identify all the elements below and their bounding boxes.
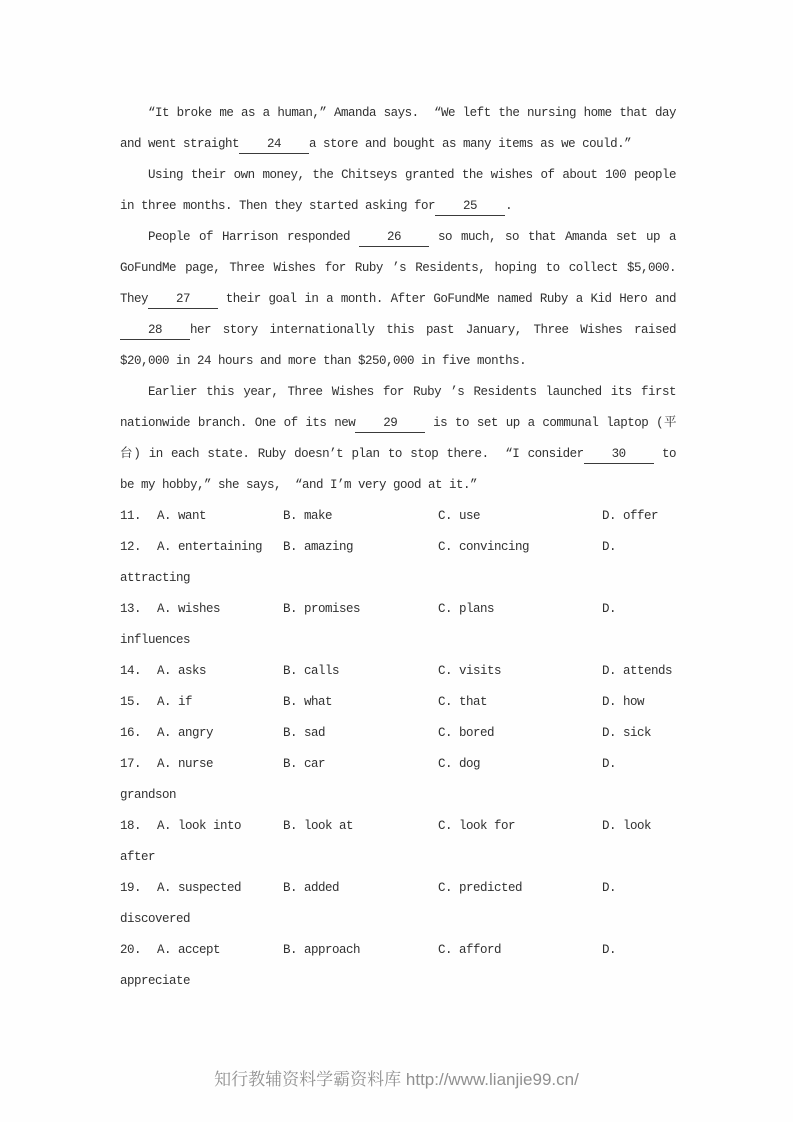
question-list (120, 501, 676, 997)
question-row (120, 687, 676, 718)
option-a: A. accept (157, 943, 221, 957)
passage-text: their goal in a month. After GoFundMe named Ruby a Kid Hero and (218, 292, 676, 306)
option-a: A. entertaining (157, 540, 263, 554)
option-d: D. attracting (120, 540, 617, 585)
passage-text: . (505, 199, 513, 213)
passage-paragraph (120, 222, 684, 377)
question-row (120, 718, 676, 749)
question-row (120, 873, 676, 935)
option-c: C. visits (438, 664, 502, 678)
option-c: C. use (438, 509, 481, 523)
question-col-a (120, 532, 283, 563)
question-number: 20. (120, 943, 142, 957)
cloze-blank: 30 (584, 445, 654, 464)
question-number: 12. (120, 540, 142, 554)
option-d: D. sick (602, 726, 652, 740)
option-d: D. attends (602, 664, 673, 678)
passage-text: her story internationally this past January, Three Wishes raised $20,000 in 24 hours and more than $250,000 in five months. (120, 323, 684, 368)
question-number: 19. (120, 881, 142, 895)
option-a: A. look into (157, 819, 242, 833)
question-number: 14. (120, 664, 142, 678)
option-c: C. plans (438, 602, 495, 616)
question-row (120, 594, 676, 656)
question-number: 16. (120, 726, 142, 740)
cloze-blank: 26 (359, 228, 429, 247)
option-a: A. nurse (157, 757, 214, 771)
footer-watermark: 知行教辅资料学霸资料库 http://www.lianjie99.cn/ (214, 1070, 579, 1089)
cloze-passage (120, 98, 684, 501)
option-c: C. bored (438, 726, 495, 740)
page-content (120, 0, 684, 997)
option-a: A. if (157, 695, 193, 709)
option-b: B. look at (283, 819, 354, 833)
passage-text: a store and bought as many items as we could.” (309, 137, 632, 151)
passage-paragraph (120, 377, 684, 501)
passage-paragraph (120, 98, 684, 160)
option-d: D. look after (120, 819, 652, 864)
question-row (120, 935, 676, 997)
question-col-a (120, 687, 283, 718)
option-c: C. convincing (438, 540, 530, 554)
question-number: 13. (120, 602, 142, 616)
option-a: A. wishes (157, 602, 221, 616)
question-row (120, 656, 676, 687)
passage-text: Earlier this year, Three Wishes for Ruby ’s Residents launched its first nationwide branch. One of its new (120, 385, 684, 430)
option-b: B. calls (283, 664, 340, 678)
option-b: B. make (283, 509, 333, 523)
cloze-blank: 29 (355, 414, 425, 433)
question-col-a (120, 594, 283, 625)
question-row (120, 749, 676, 811)
option-b: B. amazing (283, 540, 354, 554)
option-c: C. afford (438, 943, 502, 957)
option-c: C. predicted (438, 881, 523, 895)
option-a: A. suspected (157, 881, 242, 895)
question-number: 11. (120, 509, 142, 523)
cloze-blank: 25 (435, 197, 505, 216)
question-col-a (120, 501, 283, 532)
option-a: A. want (157, 509, 207, 523)
option-b: B. promises (283, 602, 361, 616)
option-d: D. discovered (120, 881, 617, 926)
option-c: C. look for (438, 819, 516, 833)
question-col-a (120, 656, 283, 687)
question-col-a (120, 749, 283, 780)
option-a: A. asks (157, 664, 207, 678)
question-number: 15. (120, 695, 142, 709)
question-col-a (120, 935, 283, 966)
passage-text: is to set up a communal laptop (平台) in each state. Ruby doesn’t plan to stop there. “I consider (120, 416, 676, 461)
option-b: B. approach (283, 943, 361, 957)
option-c: C. dog (438, 757, 481, 771)
passage-text: Using their own money, the Chitseys granted the wishes of about 100 people in three months. Then they started asking for (120, 168, 684, 213)
passage-paragraph (120, 160, 684, 222)
option-d: D. influences (120, 602, 617, 647)
option-d: D. appreciate (120, 943, 617, 988)
passage-text: People of Harrison responded (148, 230, 360, 244)
question-row (120, 501, 676, 532)
question-number: 18. (120, 819, 142, 833)
option-b: B. sad (283, 726, 326, 740)
option-d: D. offer (602, 509, 659, 523)
cloze-blank: 27 (148, 290, 218, 309)
cloze-blank: 24 (239, 135, 309, 154)
question-number: 17. (120, 757, 142, 771)
question-col-a (120, 873, 283, 904)
option-b: B. what (283, 695, 333, 709)
passage-text: to be my hobby,” she says, “and I’m very good at it.” (120, 447, 684, 492)
option-d: D. how (602, 695, 645, 709)
question-col-a (120, 718, 283, 749)
question-col-a (120, 811, 283, 842)
option-a: A. angry (157, 726, 214, 740)
option-b: B. added (283, 881, 340, 895)
passage-text: “It broke me as a human,” Amanda says. “We left the nursing home that day and went straight (120, 106, 684, 151)
passage-text: so much, so that Amanda set up a GoFundMe page, Three Wishes for Ruby ’s Residents, hoping to collect $5,000. They (120, 230, 684, 306)
question-row (120, 811, 676, 873)
option-c: C. that (438, 695, 488, 709)
cloze-blank: 28 (120, 321, 190, 340)
option-b: B. car (283, 757, 326, 771)
question-row (120, 532, 676, 594)
option-d: D. grandson (120, 757, 617, 802)
